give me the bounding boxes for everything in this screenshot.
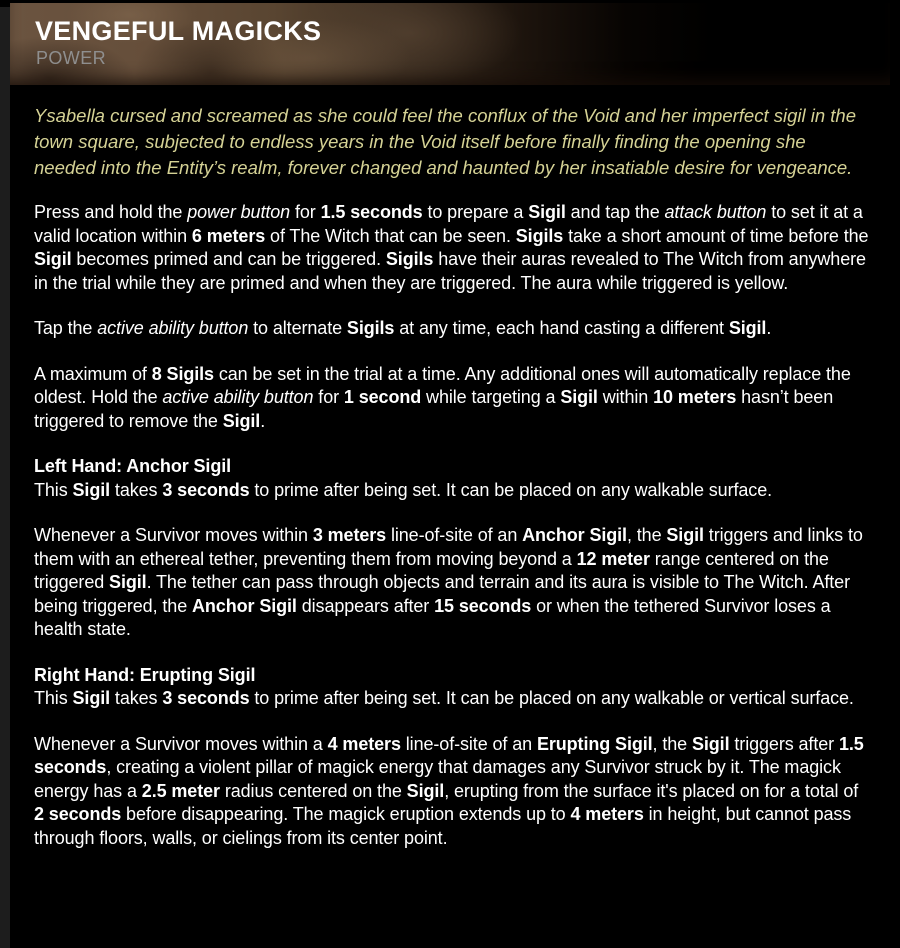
text: , the — [626, 525, 667, 545]
text: to prime after being set. It can be placed on any walkable surface. — [249, 479, 773, 500]
anchor-sigil-prime-paragraph — [34, 479, 872, 503]
emphasis-text: 3 meters — [312, 525, 387, 545]
text: to prepare a — [422, 202, 529, 222]
text: disappears after — [296, 595, 435, 616]
text: take a short amount of time before the — [563, 225, 869, 246]
emphasis-text: 6 meters — [191, 225, 266, 246]
emphasis-text: 1 second — [343, 387, 422, 407]
text: of The Witch that can be seen. — [265, 225, 516, 246]
flavor-text — [34, 103, 872, 181]
emphasis-text: 4 meters — [570, 804, 644, 824]
emphasis-text: Sigil — [406, 780, 445, 801]
emphasis-text: Sigil — [691, 733, 730, 754]
text: to alternate — [248, 318, 347, 338]
emphasis-text: 15 seconds — [434, 595, 532, 616]
power-subtitle: POWER — [36, 48, 107, 68]
italic-term: power button — [187, 202, 291, 222]
text: triggers and links to them with an ethereal tether, preventing them from moving beyond a — [34, 525, 863, 569]
text: can be set in the trial at a time. Any additional ones will automatically replace the oldest. Hold the — [34, 363, 851, 407]
emphasis-text: Erupting Sigil — [536, 733, 653, 754]
sigil-limit-paragraph — [34, 363, 872, 434]
emphasis-text: Anchor Sigil — [522, 525, 627, 545]
emphasis-text: 12 meter — [576, 548, 650, 569]
emphasis-text: 10 meters — [653, 387, 737, 407]
text: becomes primed and can be triggered. — [71, 249, 386, 269]
emphasis-text: Anchor Sigil — [192, 595, 297, 616]
emphasis-text: 3 seconds — [162, 479, 250, 500]
anchor-sigil-effect-paragraph — [34, 524, 872, 642]
italic-term: active ability button — [97, 318, 249, 338]
right-hand-heading — [34, 664, 872, 688]
emphasis-text: Sigil — [560, 387, 598, 407]
emphasis-text: Sigil — [109, 572, 147, 592]
text: Whenever a Survivor moves within — [34, 525, 313, 545]
emphasis-text: 2.5 meter — [141, 780, 220, 801]
emphasis-text: Sigil — [728, 318, 767, 338]
italic-term: attack button — [664, 202, 767, 222]
emphasis-text: Left Hand: Anchor Sigil — [34, 456, 232, 476]
emphasis-text: Sigil — [666, 525, 704, 545]
text: takes — [110, 688, 163, 708]
left-hand-heading — [34, 455, 872, 479]
text: or when the tethered Survivor loses a health state. — [34, 595, 831, 639]
erupting-sigil-prime-paragraph — [34, 687, 872, 711]
emphasis-text: Sigils — [515, 225, 564, 246]
text: to set it at a valid location within — [34, 202, 863, 246]
text: , erupting from the surface it's placed on for a total of — [444, 780, 859, 801]
text: line-of-site of an — [386, 525, 523, 545]
text: . — [260, 410, 266, 431]
emphasis-text: Sigil — [528, 202, 566, 222]
emphasis-text: Sigils — [385, 249, 434, 269]
text: Tap the — [34, 318, 98, 338]
emphasis-text: Right Hand: Erupting Sigil — [34, 664, 256, 685]
text: have their auras revealed to The Witch from anywhere in the trial while they are primed and when they are triggered. The aura while triggered is yellow. — [34, 249, 866, 293]
power-description-content — [34, 103, 872, 872]
emphasis-text: Sigils — [346, 318, 395, 338]
text: to prime after being set. It can be placed on any walkable or vertical surface. — [249, 688, 854, 708]
power-usage-paragraph — [34, 201, 872, 295]
power-header — [10, 3, 890, 85]
text: radius centered on the — [219, 780, 407, 801]
power-title: VENGEFUL MAGICKS — [35, 16, 322, 46]
erupting-sigil-effect-paragraph — [34, 733, 872, 851]
text: hasn’t been triggered to remove the — [34, 387, 834, 431]
emphasis-text: 1.5 seconds — [34, 733, 864, 777]
text: within — [597, 387, 654, 407]
text: line-of-site of an — [400, 733, 537, 754]
text: for — [313, 387, 344, 407]
emphasis-text: 1.5 seconds — [320, 202, 423, 222]
emphasis-text: 4 meters — [327, 733, 401, 754]
emphasis-text: Sigil — [34, 249, 72, 269]
emphasis-text: Sigil — [72, 479, 111, 500]
text: before disappearing. The magick eruption extends up to — [121, 804, 571, 824]
text: Press and hold the — [34, 202, 188, 222]
text: and tap the — [565, 202, 665, 222]
text: in height, but cannot pass through floors, walls, or cielings from its center point. — [34, 804, 852, 848]
emphasis-text: Sigil — [222, 410, 261, 431]
text: for — [290, 202, 321, 222]
panel-left-edge — [0, 7, 10, 948]
text: This — [34, 688, 73, 708]
text: , the — [652, 733, 692, 754]
emphasis-text: 8 Sigils — [151, 363, 214, 384]
text: This — [34, 479, 73, 500]
text: at any time, each hand casting a different — [394, 318, 729, 338]
text: triggers after — [729, 733, 839, 754]
text: , creating a violent pillar of magick energy that damages any Survivor struck by it. The magick energy has a — [34, 757, 841, 801]
italic-term: active ability button — [162, 387, 314, 407]
text: takes — [110, 479, 163, 500]
text: while targeting a — [421, 387, 561, 407]
alternate-sigils-paragraph — [34, 317, 872, 341]
text: . — [766, 318, 772, 338]
text: A maximum of — [34, 363, 152, 384]
emphasis-text: 3 seconds — [162, 688, 250, 708]
text: . The tether can pass through objects and terrain and its aura is visible to The Witch. After being triggered, the — [34, 572, 850, 616]
emphasis-text: 2 seconds — [34, 804, 122, 824]
text: range centered on the triggered — [34, 548, 829, 592]
text: Ysabella cursed and screamed as she could feel the conflux of the Void and her imperfect sigil in the town square, subjected to endless years in the Void itself before finally finding the opening she needed into the Entity’s realm, forever changed and haunted by her insatiable desire for vengeance. — [34, 105, 857, 178]
text: Whenever a Survivor moves within a — [34, 733, 328, 754]
emphasis-text: Sigil — [72, 688, 111, 708]
